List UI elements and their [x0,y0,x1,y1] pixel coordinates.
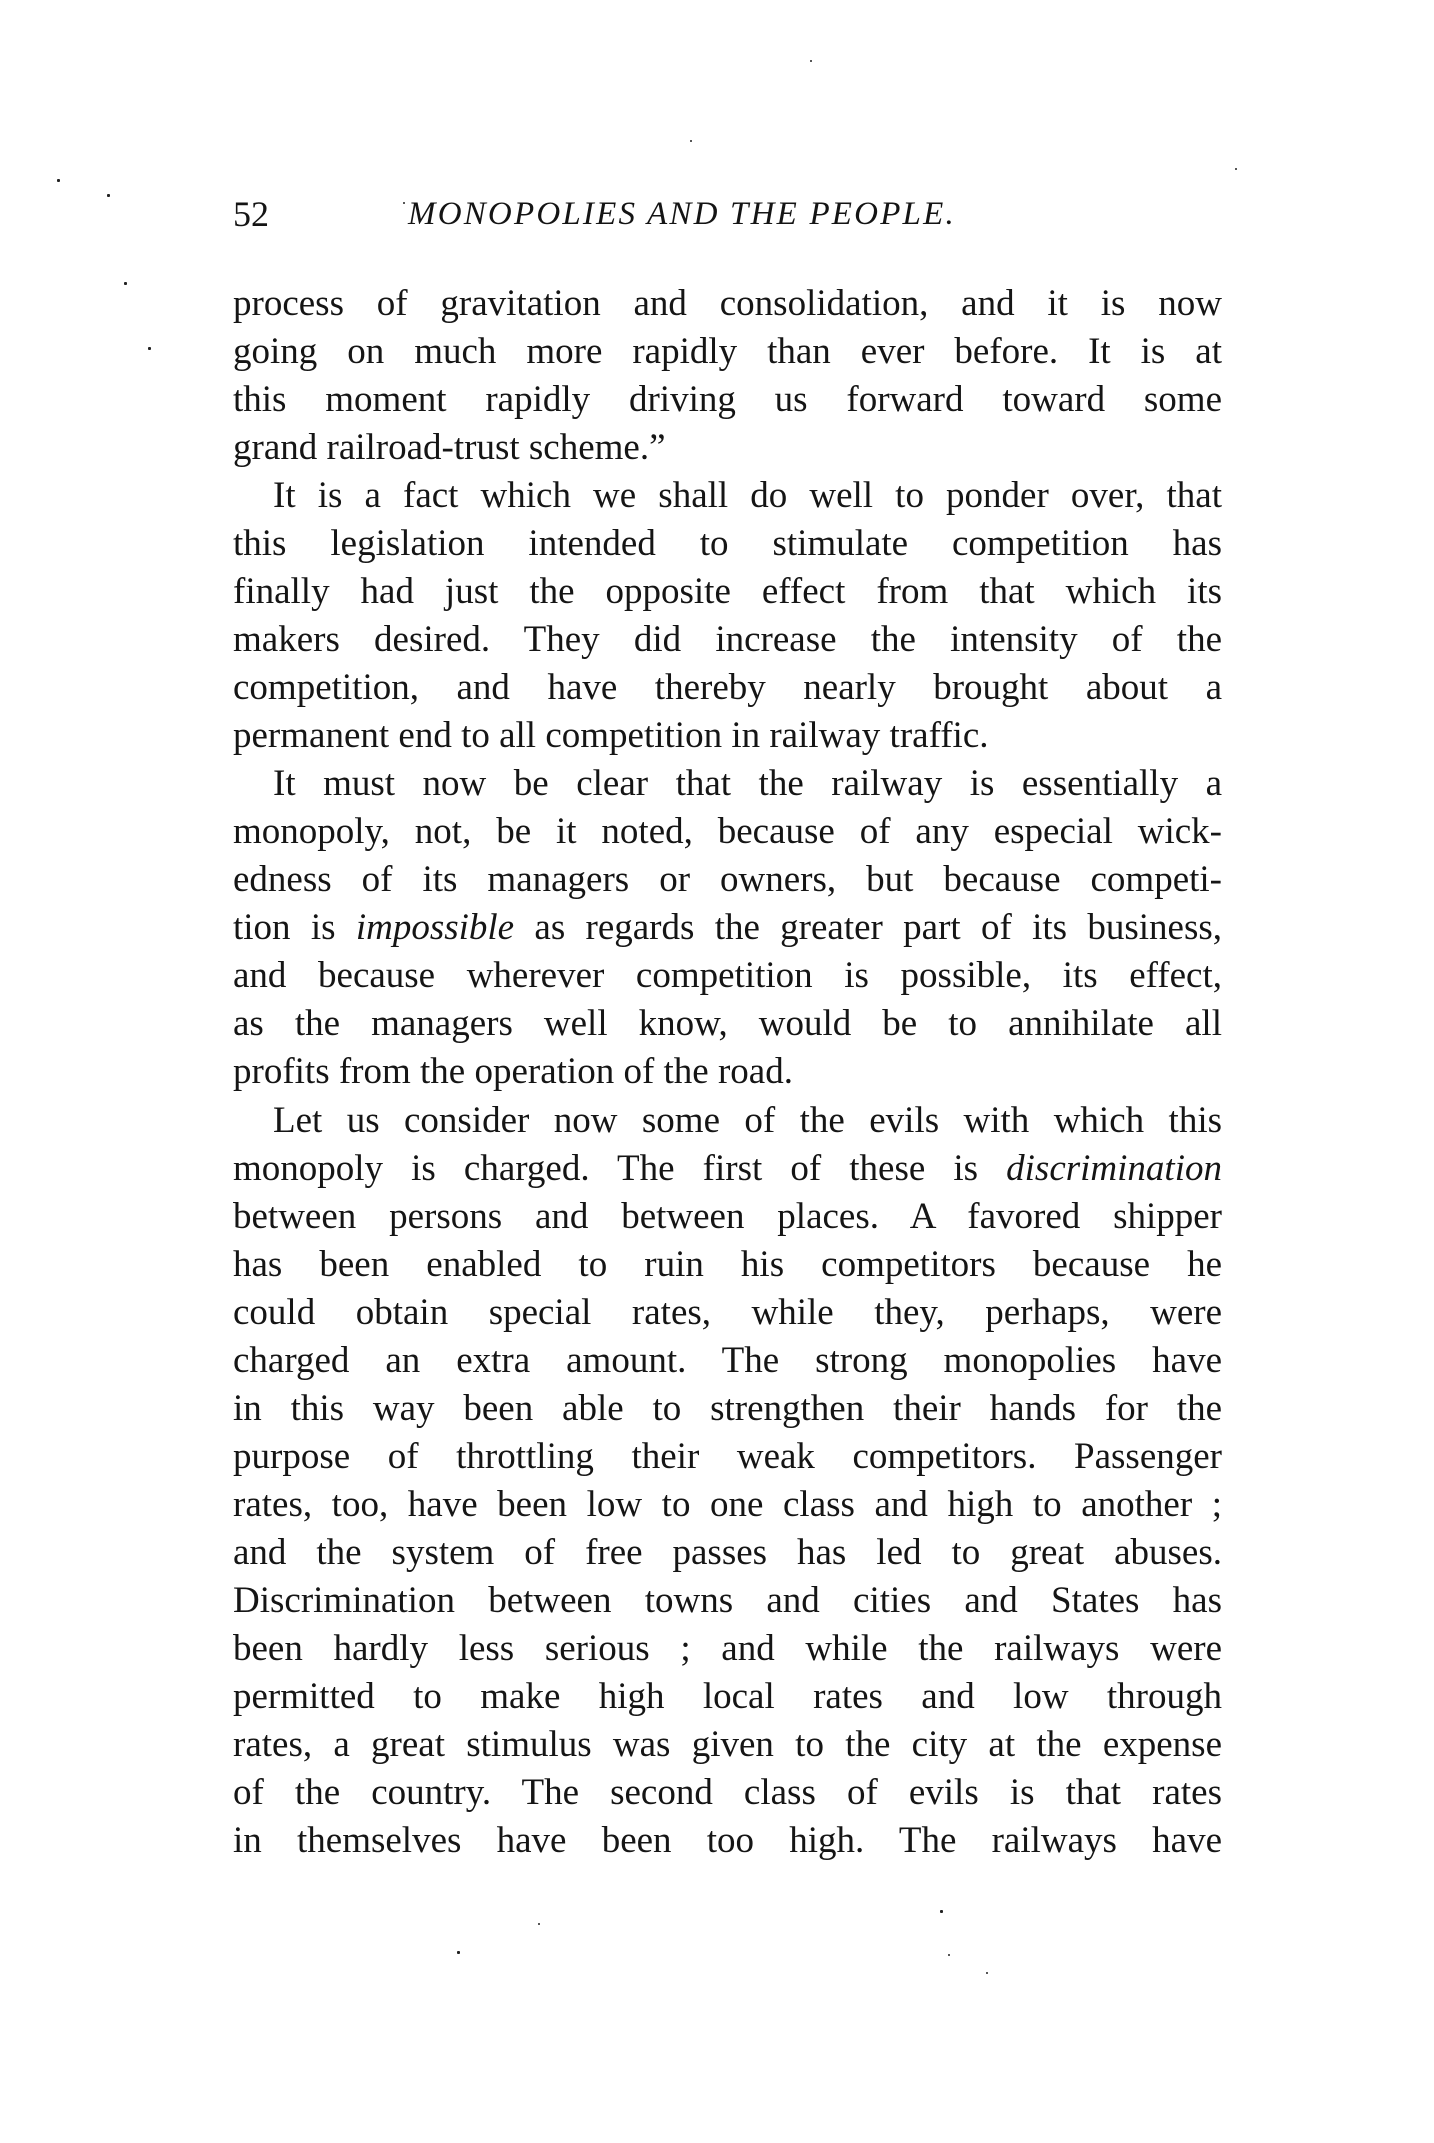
text-line: monopoly, not, be it noted, because of any especial wick- [233,811,1222,853]
text-line: purpose of throttling their weak competitors. Passenger [233,1435,1222,1477]
text-line: grand railroad-trust scheme.” [233,426,666,468]
text-line: Let us consider now some of the evils with which this [273,1099,1222,1141]
scan-speck [1235,168,1237,170]
text-line: competition, and have thereby nearly brought about a [233,666,1222,708]
scan-speck [403,202,405,204]
text-line: this legislation intended to stimulate competition has [233,522,1222,564]
page-number: 52 [233,194,269,234]
text-line: It must now be clear that the railway is essentially a [273,763,1222,805]
text-line: could obtain special rates, while they, perhaps, were [233,1291,1222,1333]
italic-emphasis: discrimination [1006,1147,1222,1189]
scan-speck [986,1972,988,1974]
text-line: profits from the operation of the road. [233,1051,793,1093]
text-line [233,1145,1222,1193]
text-line: as the managers well know, would be to annihilate all [233,1003,1222,1045]
text-line [233,904,1222,952]
text-line: rates, a great stimulus was given to the city at the expense [233,1724,1222,1766]
text-line: of the country. The second class of evils is that rates [233,1772,1222,1814]
text-line: rates, too, have been low to one class and high to another ; [233,1484,1222,1525]
text-line: charged an extra amount. The strong monopolies have [233,1339,1222,1381]
text-line: this moment rapidly driving us forward toward some [233,378,1222,420]
text-run: as regards the greater part of its business, [514,907,1222,949]
text-line: process of gravitation and consolidation, and it is now [233,282,1222,324]
text-line: between persons and between places. A favored shipper [233,1195,1222,1237]
scan-speck [690,140,692,142]
text-run: tion is [233,907,356,949]
scan-speck [107,194,110,197]
running-head-title: MONOPOLIES AND THE PEOPLE. [408,196,956,232]
text-line: has been enabled to ruin his competitors because he [233,1243,1222,1285]
scan-speck [940,1910,943,1913]
italic-emphasis: impossible [355,907,515,949]
text-line: in this way been able to strengthen their hands for the [233,1387,1222,1429]
scan-speck [538,1923,540,1925]
text-line: in themselves have been too high. The railways have [233,1820,1222,1862]
text-line: edness of its managers or owners, but because competi- [233,859,1222,901]
text-line: been hardly less serious ; and while the railways were [233,1628,1222,1670]
scan-speck [948,1954,950,1956]
scan-speck [810,60,812,62]
text-line: Discrimination between towns and cities and States has [233,1580,1222,1622]
scan-speck [457,1951,460,1954]
text-line: makers desired. They did increase the intensity of the [233,618,1222,660]
text-line: going on much more rapidly than ever before. It is at [233,330,1222,372]
text-line: permanent end to all competition in railway traffic. [233,715,989,757]
text-line: It is a fact which we shall do well to ponder over, that [273,474,1222,516]
scan-speck [57,179,60,182]
text-line: permitted to make high local rates and low through [233,1676,1222,1718]
text-line: finally had just the opposite effect from that which its [233,570,1222,612]
scan-speck [148,347,151,350]
scan-speck [124,282,127,285]
text-line: and because wherever competition is possible, its effect, [233,955,1222,997]
text-line: and the system of free passes has led to great abuses. [233,1532,1222,1574]
text-run: monopoly is charged. The first of these is [233,1147,1007,1189]
